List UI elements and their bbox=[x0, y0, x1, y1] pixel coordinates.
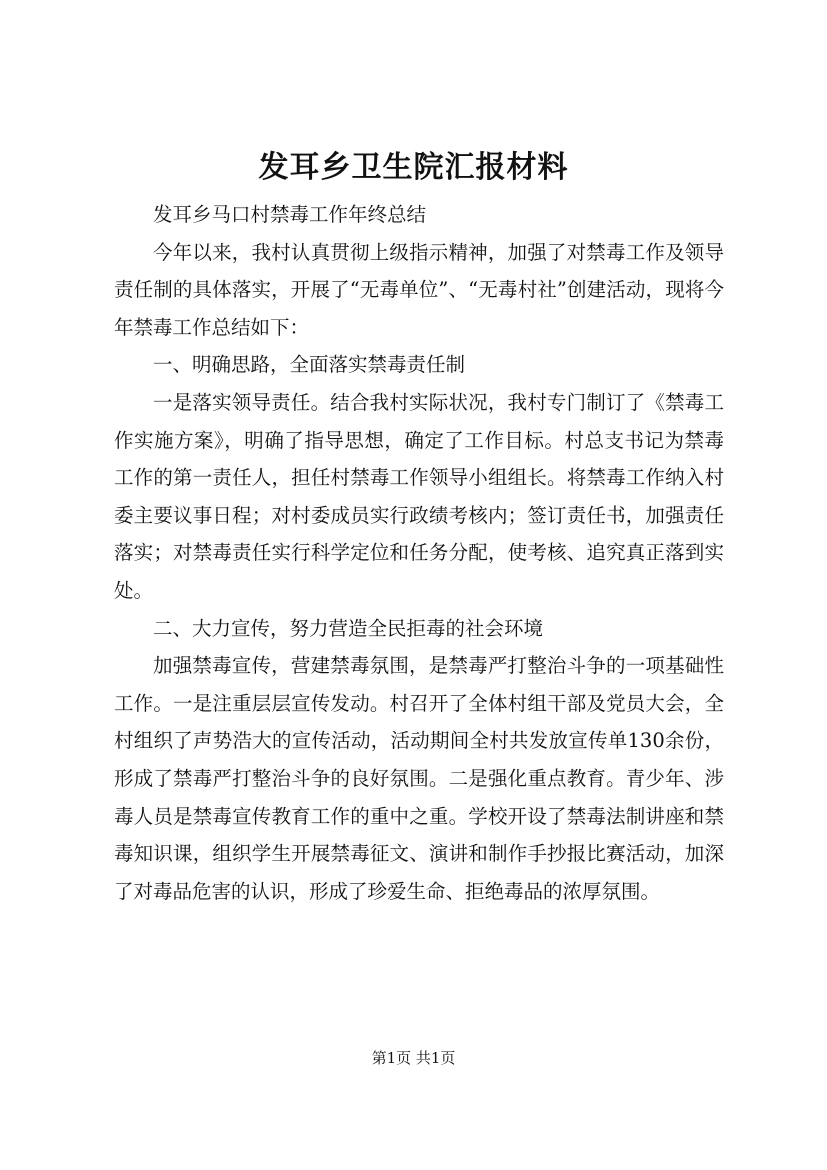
section-heading-1: 一、明确思路，全面落实禁毒责任制 bbox=[153, 353, 466, 377]
section-heading-2: 二、大力宣传，努力营造全民拒毒的社会环境 bbox=[153, 616, 544, 640]
paragraph-intro: 今年以来，我村认真贯彻上级指示精神，加强了对禁毒工作及领导责任制的具体落实，开展了“无毒单位”、“无毒村社”创建活动，现将今年禁毒工作总结如下： bbox=[114, 240, 724, 339]
paragraph-section-1: 一是落实领导责任。结合我村实际状况，我村专门制订了《禁毒工作实施方案》，明确了指导思想，确定了工作目标。村总支书记为禁毒工作的第一责任人，担任村禁毒工作领导小组组长。将禁毒工作纳入村委主要议事日程；对村委成员实行政绩考核内；签订责任书，加强责任落实；对禁毒责任实行科学定位和任务分配，使考核、追究真正落到实处。 bbox=[114, 390, 724, 602]
paragraph-section-2: 加强禁毒宣传，营建禁毒氛围，是禁毒严打整治斗争的一项基础性工作。一是注重层层宣传发动。村召开了全体村组干部及党员大会，全村组织了声势浩大的宣传活动，活动期间全村共发放宣传单130余份，形成了禁毒严打整治斗争的良好氛围。二是强化重点教育。青少年、涉毒人员是禁毒宣传教育工作的重中之重。学校开设了禁毒法制讲座和禁毒知识课，组织学生开展禁毒征文、演讲和制作手抄报比赛活动，加深了对毒品危害的认识，形成了珍爱生命、拒绝毒品的浓厚氛围。 bbox=[114, 654, 724, 903]
document-title: 发耳乡卫生院汇报材料 bbox=[258, 150, 569, 185]
paragraph-subtitle: 发耳乡马口村禁毒工作年终总结 bbox=[153, 203, 427, 226]
page-footer: 第1页 共1页 bbox=[371, 1049, 456, 1067]
document-body bbox=[114, 196, 724, 910]
